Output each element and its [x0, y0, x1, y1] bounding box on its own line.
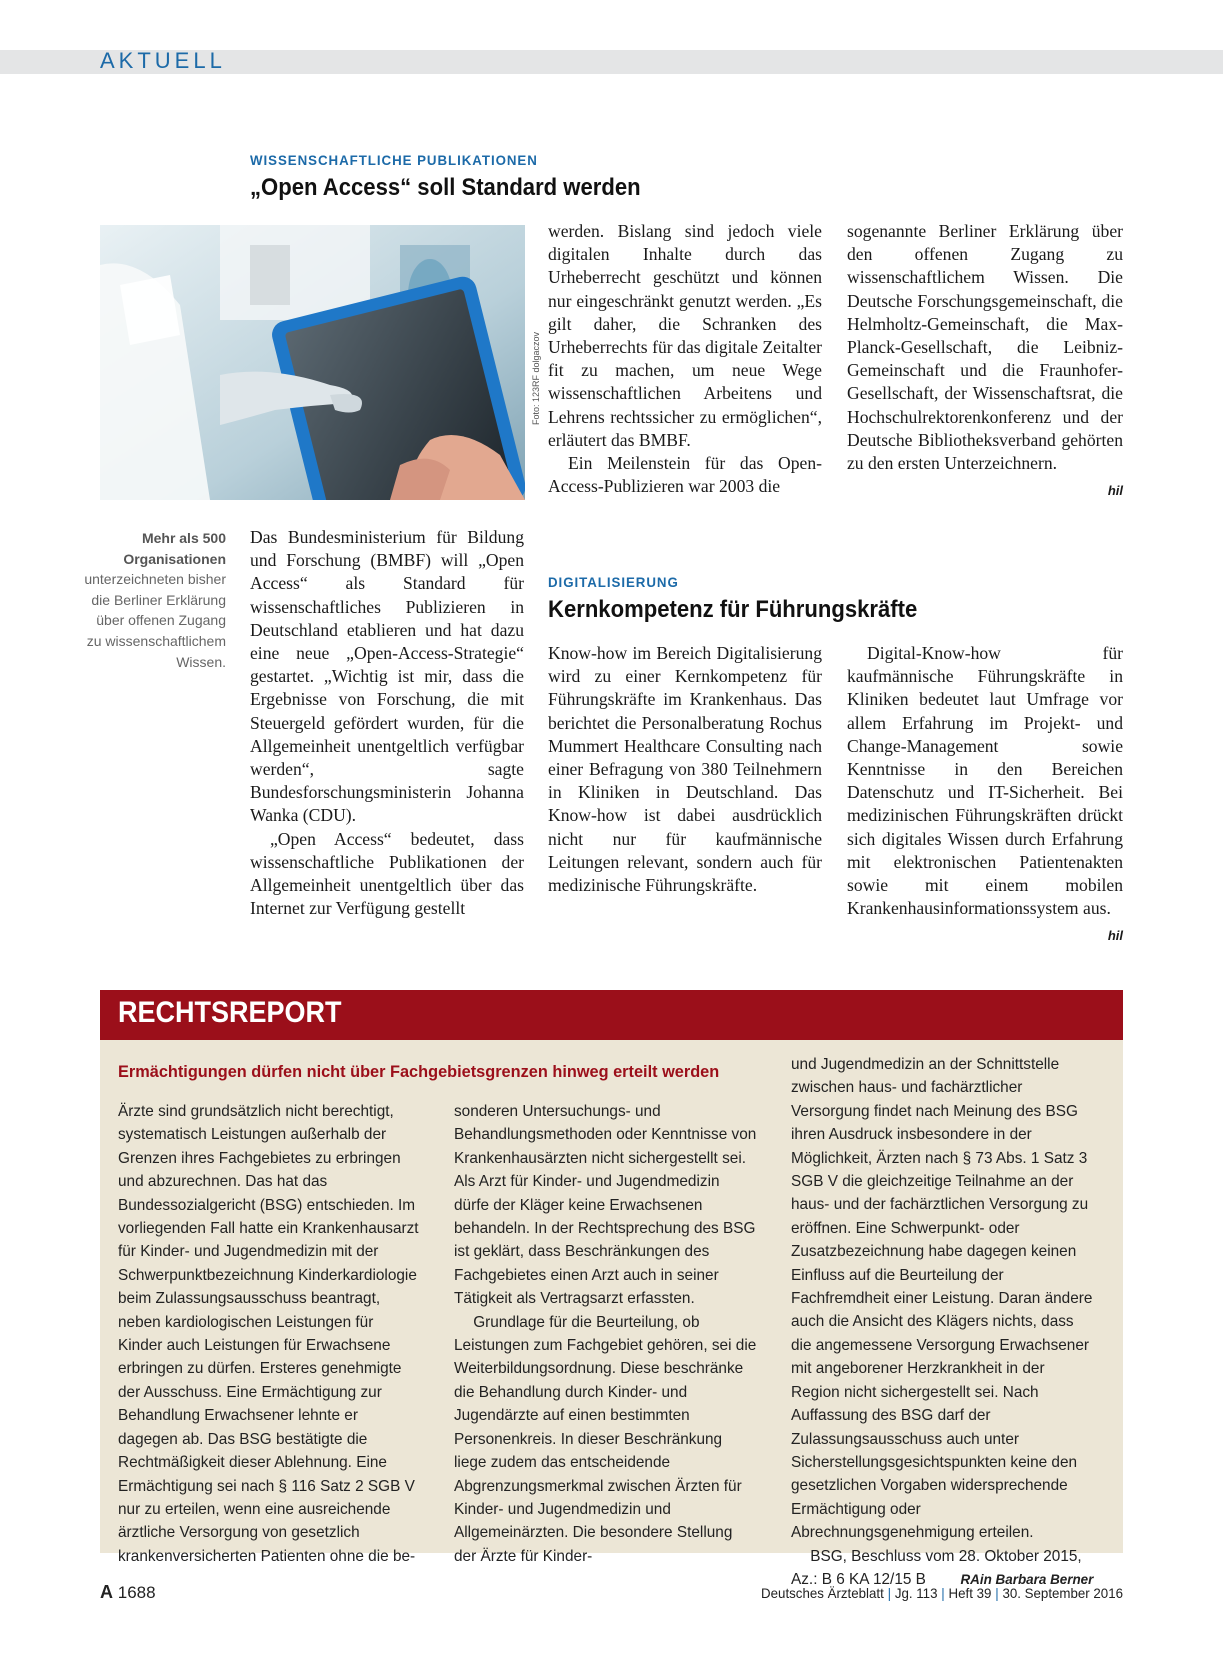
- article1-col2-p2: Ein Meilenstein für das Open-Access-Publizieren war 2003 die: [548, 453, 822, 497]
- article2-column-2: [847, 642, 1123, 948]
- article1-col2-p1: werden. Bislang sind jedoch viele digitalen Inhalte durch das Urheberrecht geschützt und können nur eingeschränkt genutzt werden. „Es gilt daher, die Schranken des Urheberrechts für das digitale Zeitalter fit zu machen, um neue Wege wissenschaftlichen Arbeitens und Lehrens rechtssicher zu ermöglichen“, erläutert das BMBF.: [548, 221, 822, 450]
- separator: |: [941, 1585, 945, 1601]
- rechtsreport-citation: BSG, Beschluss vom 28. Oktober 2015, Az.: B 6 KA 12/15 B: [791, 1547, 1082, 1588]
- journal-date: 30. September 2016: [1002, 1585, 1123, 1601]
- article2-title: Kernkompetenz für Führungskräfte: [548, 596, 918, 623]
- photo-credit: Foto: 123RF dolgaczov: [531, 331, 541, 425]
- rechtsreport-col1: Ärzte sind grundsätzlich nicht berechtigt, systematisch Leistungen außerhalb der Grenzen ihres Fachgebietes zu erbringen und abzurechnen. Das hat das Bundessozialgericht (BSG) entschieden. Im vorliegenden Fall hatte ein Krankenhausarzt für Kinder- und Jugendmedizin mit der Schwerpunktbezeichnung Kinderkardiologie beim Zulassungsausschuss beantragt, neben kardiologischen Leistungen für Kinder auch Leistungen für Erwachsene erbringen zu dürfen. Ersteres genehmigte der Ausschuss. Eine Ermächtigung zur Behandlung Erwachsener lehnte er dagegen ab. Das BSG bestätigte die Rechtmäßigkeit dieser Ablehnung. Eine Ermächtigung sei nach § 116 Satz 2 SGB V nur zu erteilen, wenn eine ausreichende ärztliche Versorgung von gesetzlich krankenversicherten Patienten ohne die be-: [118, 1103, 419, 1565]
- article1-photo: [100, 225, 525, 500]
- article1-column-3: [847, 220, 1123, 502]
- article2-col2: Digital-Know-how für kaufmännische Führungskräfte in Kliniken bedeutet laut Umfrage vor allem Erfahrung im Projekt- und Change-Management sowie Kenntnisse in den Bereichen Datenschutz und IT-Sicherheit. Bei medizinischen Führungskräften drückt sich digitales Wissen durch Erfahrung mit elektronischen Patientenakten sowie mit einem mobilen Krankenhausinformationssystem aus.: [847, 643, 1123, 919]
- page-prefix: A: [100, 1582, 113, 1602]
- section-label: AKTUELL: [100, 48, 226, 73]
- rechtsreport-headline: Ermächtigungen dürfen nicht über Fachgebietsgrenzen hinweg erteilt werden: [118, 1062, 720, 1081]
- separator: |: [995, 1585, 999, 1601]
- page-number-value: 1688: [117, 1583, 156, 1602]
- article1-col1-p2: „Open Access“ bedeutet, dass wissenschaftliche Publikationen der Allgemeinheit unentgeltlich über das Internet zur Verfügung gestellt: [250, 828, 524, 919]
- article2-column-1: [548, 642, 822, 897]
- rechtsreport-col2-p2: Grundlage für die Beurteilung, ob Leistungen zum Fachgebiet gehören, sei die Weiterbildungsordnung. Diese beschränke die Behandlung durch Kinder- und Jugendärzte auf einen bestimmten Personenkreis. In dieser Beschränkung liege zudem das entscheidende Abgrenzungsmerkmal zwischen Ärzten für Kinder- und Jugendmedizin und Allgemeinärzten. Die besondere Stellung der Ärzte für Kinder-: [454, 1313, 757, 1565]
- article2-kicker: DIGITALISIERUNG: [548, 574, 679, 590]
- rechtsreport-col3-p1: und Jugendmedizin an der Schnittstelle zwischen haus- und fachärztlicher Versorgung findet nach Meinung des BSG ihren Ausdruck insbesondere in der Möglichkeit, Ärzten nach § 73 Abs. 1 Satz 3 SGB V die gleichzeitige Teilnahme an der haus- und der fachärztlichen Versorgung zu eröffnen. Eine Schwerpunkt- oder Zusatzbezeichnung habe dagegen keinen Einfluss auf die Beurteilung der Fachfremdheit einer Leistung. Daran ändere auch die Ansicht des Klägers nichts, dass die angemessene Versorgung Erwachsener mit angeborener Herzkrankheit in der Region nicht sichergestellt sei. Nach Auffassung des BSG darf der Zulassungsausschuss auch unter Sicherstellungsgesichtspunkten keine den gesetzlichen Vorgaben widersprechende Ermächtigung oder Abrechnungsgenehmigung erteilen.: [791, 1056, 1093, 1542]
- rechtsreport-title: RECHTSREPORT: [118, 996, 342, 1029]
- article2-col1: Know-how im Bereich Digitalisierung wird zu einer Kernkompetenz für Führungskräfte im Krankenhaus. Das berichtet die Personalberatung Rochus Mummert Healthcare Consulting nach einer Befragung von 380 Teilnehmern in Kliniken in Deutschland. Das Know-how ist dabei ausdrücklich nicht nur für kaufmännische Leitungen relevant, sondern auch für medizinische Führungskräfte.: [548, 643, 822, 896]
- rechtsreport-column-3: [791, 1053, 1093, 1591]
- article1-column-2: [548, 220, 822, 498]
- journal-info: [761, 1585, 1123, 1601]
- journal-volume: Jg. 113: [894, 1585, 938, 1601]
- tablet-photo-illustration: [100, 225, 525, 500]
- article1-author: hil: [1107, 483, 1123, 499]
- rechtsreport-column-2: [454, 1100, 756, 1568]
- article2-author: hil: [1107, 928, 1123, 944]
- page-number: [100, 1582, 156, 1603]
- article1-column-1: [250, 526, 524, 920]
- rechtsreport-column-1: [118, 1100, 420, 1568]
- article1-title: „Open Access“ soll Standard werden: [250, 174, 641, 201]
- journal-issue: Heft 39: [948, 1585, 992, 1601]
- article1-kicker: WISSENSCHAFTLICHE PUBLIKATIONEN: [250, 152, 538, 168]
- rechtsreport-col2-p1: sonderen Untersuchungs- und Behandlungsmethoden oder Kenntnisse von Krankenhausärzten nicht sichergestellt sei. Als Arzt für Kinder- und Jugendmedizin dürfe der Kläger keine Erwachsenen behandeln. In der Rechtsprechung des BSG ist geklärt, dass Beschränkungen des Fachgebietes einen Arzt auch in seiner Tätigkeit als Vertragsarzt erfassten.: [454, 1103, 757, 1308]
- rechtsreport-author: RAin Barbara Berner: [960, 1570, 1094, 1587]
- journal-name: Deutsches Ärzteblatt: [761, 1585, 884, 1601]
- separator: |: [887, 1585, 892, 1601]
- photo-caption: [80, 528, 226, 672]
- caption-bold: Mehr als 500 Organisationen: [123, 530, 226, 567]
- caption-text: unterzeichneten bisher die Berliner Erklärung über offenen Zugang zu wissenschaftlichem Wissen.: [84, 571, 226, 670]
- article1-col3-p1: sogenannte Berliner Erklärung über den offenen Zugang zu wissenschaftlichem Wissen. Die Deutsche Forschungsgemeinschaft, die Helmholtz-Gemeinschaft, die Max-Planck-Gesellschaft, die Leibniz-Gemeinschaft und die Fraunhofer-Gesellschaft, der Wissenschaftsrat, die Hochschulrektorenkonferenz und der Deutsche Bibliotheksverband gehörten zu den ersten Unterzeichnern.: [847, 221, 1123, 474]
- article1-col1-p1: Das Bundesministerium für Bildung und Forschung (BMBF) will „Open Access“ als Standard für wissenschaftliches Publizieren in Deutschland etablieren und hat dazu eine neue „Open-Access-Strategie“ gestartet. „Wichtig ist mir, dass die Ergebnisse von Forschung, die mit Steuergeld gefördert wurden, für die Allgemeinheit unentgeltlich verfügbar werden“, sagte Bundesforschungsministerin Johanna Wanka (CDU).: [250, 527, 524, 826]
